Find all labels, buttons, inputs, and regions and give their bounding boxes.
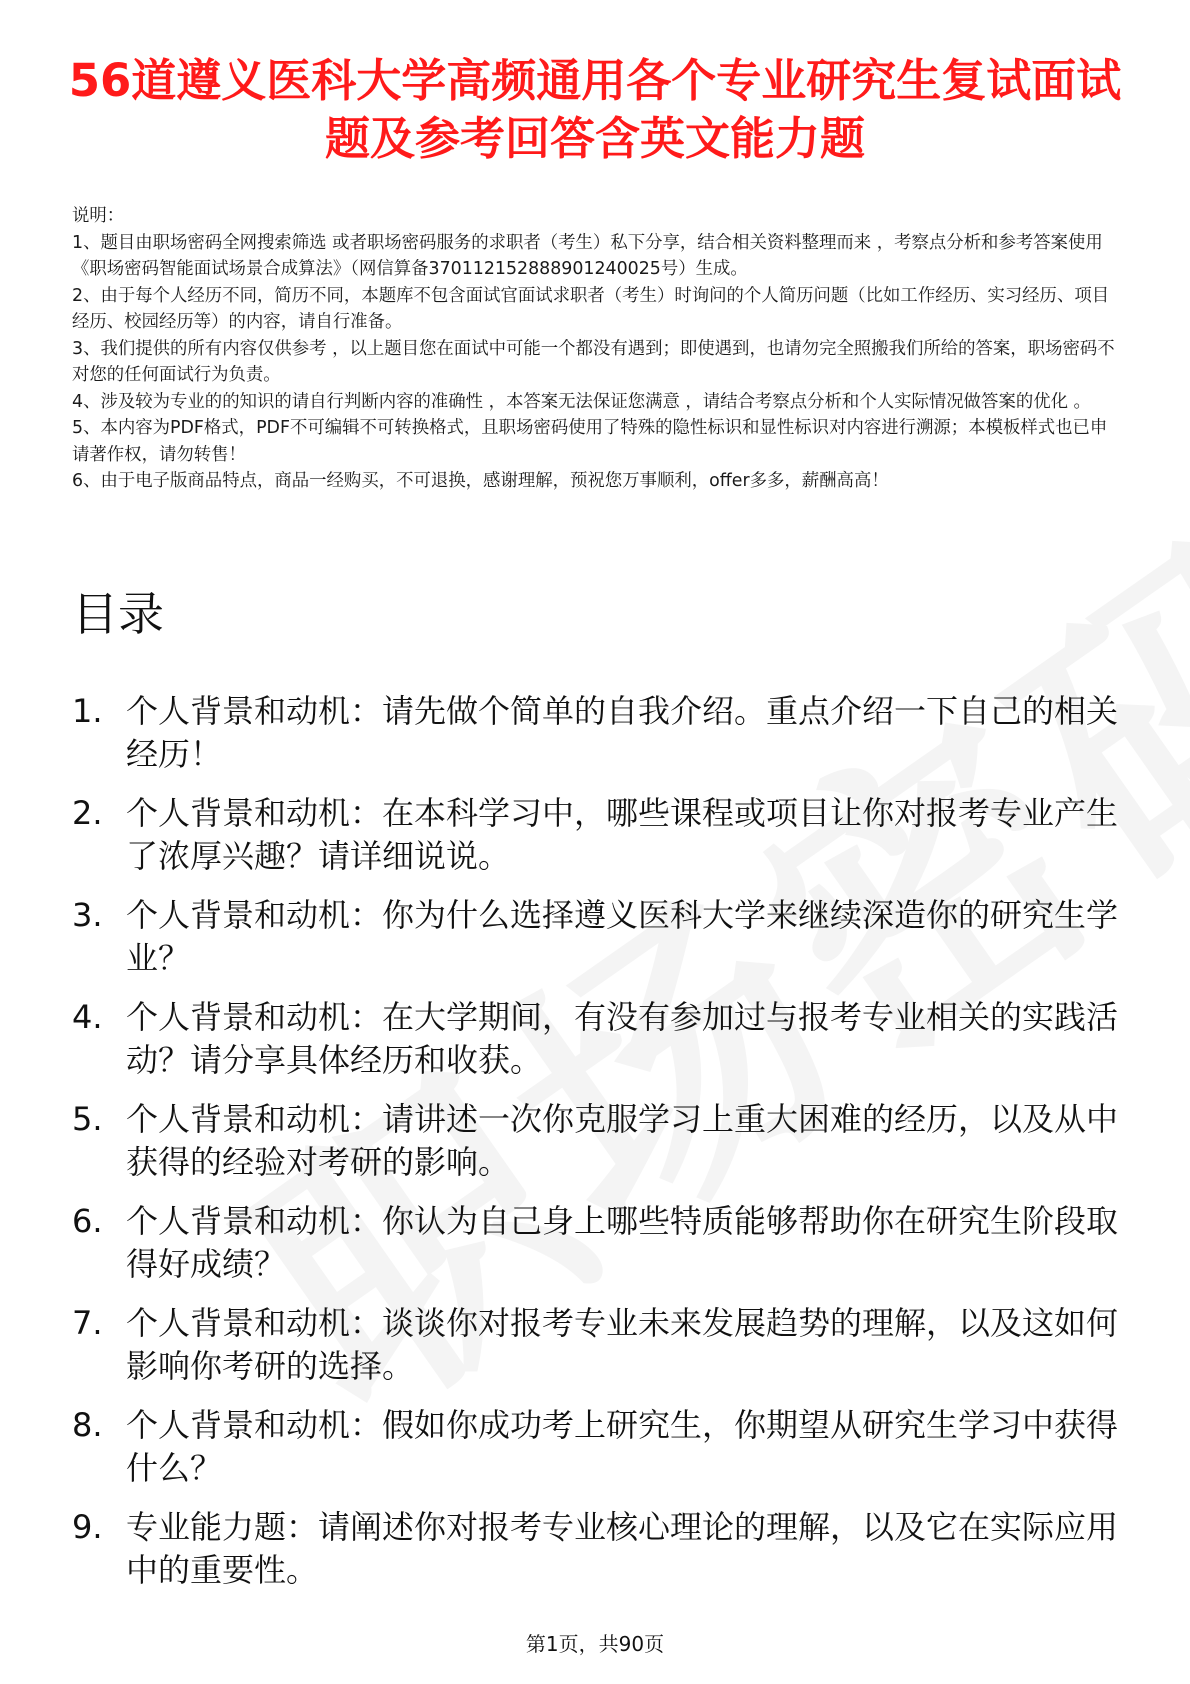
- toc-list: [72, 690, 1122, 1608]
- toc-item-text: 专业能力题：请阐述你对报考专业核心理论的理解，以及它在实际应用中的重要性。: [126, 1508, 1119, 1589]
- toc-item[interactable]: [72, 1506, 1122, 1592]
- note-item: 6、由于电子版商品特点，商品一经购买，不可退换，感谢理解，预祝您万事顺利，offer多多，薪酬高高！: [72, 471, 889, 491]
- toc-item-text: 个人背景和动机：假如你成功考上研究生，你期望从研究生学习中获得什么？: [126, 1406, 1119, 1487]
- page-number: 第1页，共90页: [525, 1632, 665, 1656]
- toc-item[interactable]: [72, 1200, 1122, 1286]
- toc-item-number: 5.: [72, 1100, 103, 1138]
- note-item: 5、本内容为PDF格式，PDF不可编辑不可转换格式，且职场密码使用了特殊的隐性标识和显性标识对内容进行溯源；本模板样式也已申请著作权，请勿转售！: [72, 418, 1108, 465]
- toc-item-text: 个人背景和动机：谈谈你对报考专业未来发展趋势的理解，以及这如何影响你考研的选择。: [126, 1304, 1119, 1385]
- toc-item-text: 个人背景和动机：请先做个简单的自我介绍。重点介绍一下自己的相关经历！: [126, 692, 1119, 773]
- toc-heading: 目录: [72, 587, 164, 641]
- note-item: 4、涉及较为专业的的知识的请自行判断内容的准确性 ，本答案无法保证您满意 ，请结合考察点分析和个人实际情况做答案的优化 。: [72, 391, 1091, 412]
- notes-label: 说明：: [72, 206, 125, 226]
- document-title: 56道遵义医科大学高频通用各个专业研究生复试面试题及参考回答含英文能力题: [68, 54, 1122, 165]
- notes-section: [72, 203, 1122, 495]
- toc-item-number: 8.: [72, 1406, 103, 1444]
- toc-item-text: 个人背景和动机：你为什么选择遵义医科大学来继续深造你的研究生学业？: [126, 896, 1119, 977]
- toc-item-number: 1.: [72, 692, 103, 730]
- note-item: 2、由于每个人经历不同，简历不同，本题库不包含面试官面试求职者（考生）时询问的个人简历问题（比如工作经历、实习经历、项目经历、校园经历等）的内容，请自行准备。: [72, 285, 1110, 332]
- note-item: 1、题目由职场密码全网搜索筛选 或者职场密码服务的求职者（考生）私下分享，结合相关资料整理而来 ，考察点分析和参考答案使用《职场密码智能面试场景合成算法》（网信算备370112152888901240025号）生成。: [72, 232, 1103, 279]
- toc-item[interactable]: [72, 996, 1122, 1082]
- toc-item-number: 2.: [72, 794, 103, 832]
- toc-item-text: 个人背景和动机：在本科学习中，哪些课程或项目让你对报考专业产生了浓厚兴趣？请详细说说。: [126, 794, 1119, 875]
- toc-item-number: 7.: [72, 1304, 103, 1342]
- toc-item[interactable]: [72, 1404, 1122, 1490]
- toc-item-number: 9.: [72, 1508, 103, 1546]
- toc-item[interactable]: [72, 792, 1122, 878]
- toc-item-text: 个人背景和动机：在大学期间，有没有参加过与报考专业相关的实践活动？请分享具体经历和收获。: [126, 998, 1119, 1079]
- toc-item[interactable]: [72, 894, 1122, 980]
- toc-item-number: 3.: [72, 896, 103, 934]
- toc-item[interactable]: [72, 1302, 1122, 1388]
- toc-item-text: 个人背景和动机：请讲述一次你克服学习上重大困难的经历，以及从中获得的经验对考研的影响。: [126, 1100, 1119, 1181]
- toc-item-number: 4.: [72, 998, 103, 1036]
- toc-item[interactable]: [72, 1098, 1122, 1184]
- toc-item[interactable]: [72, 690, 1122, 776]
- toc-item-number: 6.: [72, 1202, 103, 1240]
- toc-item-text: 个人背景和动机：你认为自己身上哪些特质能够帮助你在研究生阶段取得好成绩？: [126, 1202, 1119, 1283]
- note-item: 3、我们提供的所有内容仅供参考 ，以上题目您在面试中可能一个都没有遇到；即使遇到，也请勿完全照搬我们所给的答案，职场密码不对您的任何面试行为负责。: [72, 338, 1115, 385]
